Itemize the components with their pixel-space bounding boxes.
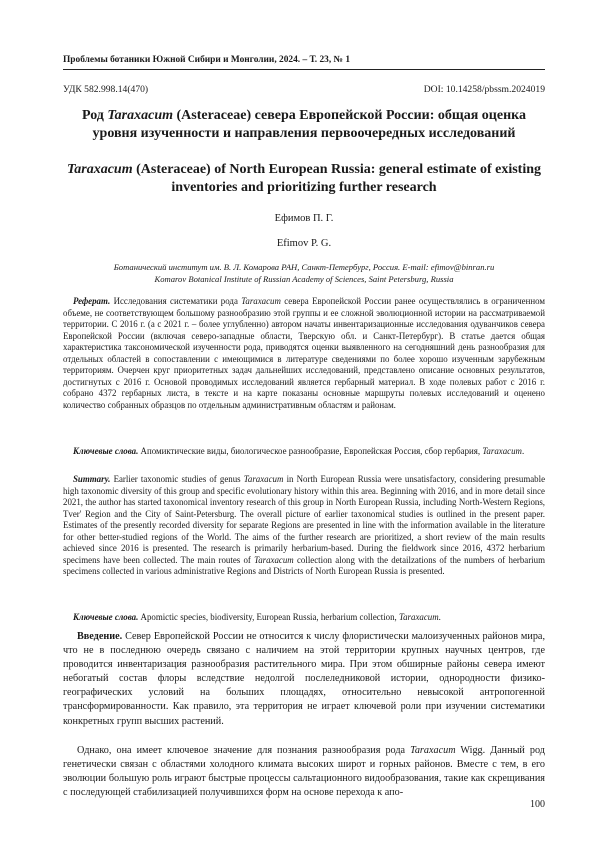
abstract-ru-text-2: севера Европейской России ранее осуществлялись в ограниченном объеме, не соответствующем большому разнообразию этой группы и ее сложной эволюционной истории на рассматриваемой территории. С 2016 г. (а с 2021 г. – более углубленно) автором начаты инвентаризационные исследования одуванчиков севера Европейской России (включая северо-западные области, Тверскую обл. и Санкт-Петербург). В статье дается общая характеристика таксономической изученности рода, приводятся оценки выявленного на сегодняшний день разнообразия для отдельных областей в сопоставлении с имеющимися в литературе сведениями по более хорошо изученным зарубежным территориям. Очерчен круг приоритетных задач дальнейших исследований, представлено описание основных результатов, достигнутых с 2016 г. Основой проводимых исследований является гербарный материал. В ходе полевых работ с 2016 г. собрано 4372 гербарных листа, в тексте и на карте показаны основные маршруты полевых исследований и оценено количество собранных образцов по отдельным административным областям и районам. xyxy=(63,296,545,410)
abstract-en-genus-2: Taraxacum xyxy=(254,554,294,565)
keywords-english xyxy=(63,612,545,624)
title-en-post: (Asteraceae) of North European Russia: general estimate of existing inventories and prioritizing further research xyxy=(132,162,541,195)
abstract-en-genus-1: Taraxacum xyxy=(243,474,284,484)
abstract-ru-label: Реферат. xyxy=(73,296,111,306)
abstract-ru-genus: Taraxacum xyxy=(241,296,281,306)
abstract-en-text-1: Earlier taxonomic studies of genus xyxy=(110,474,244,484)
intro-text-2a: Однако, она имеет ключевое значение для познания разнообразия рода xyxy=(77,745,411,756)
article-meta xyxy=(63,84,545,96)
abstract-english xyxy=(63,474,545,578)
keywords-ru-text-2: . xyxy=(521,446,525,456)
keywords-russian xyxy=(63,446,545,458)
keywords-ru-genus: Taraxacum xyxy=(482,446,522,456)
keywords-ru-label: Ключевые слова. xyxy=(73,446,139,456)
header-divider xyxy=(63,69,545,70)
abstract-ru-text-1: Исследования систематики рода xyxy=(110,296,242,306)
title-ru-post: (Asteraceae) севера Европейской России: общая оценка уровня изученности и направления первоочередных исследований xyxy=(92,108,526,141)
intro-paragraph-2 xyxy=(63,744,545,800)
title-russian xyxy=(63,107,545,143)
author-english: Efimov P. G. xyxy=(276,238,332,249)
affiliation-english: Komarov Botanical Institute of Russian Academy of Sciences, Saint Petersburg, Russia xyxy=(154,274,454,284)
doi[interactable]: DOI: 10.14258/pbssm.2024019 xyxy=(423,84,545,95)
author-russian: Ефимов П. Г. xyxy=(274,213,334,224)
title-en-genus: Taraxacum xyxy=(67,162,133,177)
page-number: 100 xyxy=(530,799,545,810)
affiliation xyxy=(63,261,545,285)
abstract-russian xyxy=(63,296,545,411)
udc-code: УДК 582.998.14(470) xyxy=(63,84,149,95)
abstract-en-text-3: collection along with the detailzations of the numbers of herbarium specimens collected in various administrative Regions and Districts of North European Russia is presented. xyxy=(63,554,545,576)
title-ru-genus: Taraxacum xyxy=(107,108,173,123)
abstract-en-label: Summary. xyxy=(73,474,111,484)
title-english xyxy=(63,161,545,197)
intro-text-1: Север Европейской России не относится к числу флористически малоизученных районов мира, что не в последнюю очередь связано с наличием на этой территории крупных научных центров, где проводится инвентаризация разнообразия растительного мира. При этом обширные районы севера имеют небогатый состав флоры вследствие недолгой послеледниковой истории, однородности физико-географических условий на больших площадях, относительно невысокой антропогенной трансформированности. Как правило, эта территория не играет ключевой роли при изучении систематики конкретных групп высших растений. xyxy=(63,631,545,727)
intro-label: Введение. xyxy=(77,631,123,642)
abstract-en-text-2: in North European Russia were unsatisfactory, considering presumable high taxonomic diversity of this group and specific evolutionary history within this area. Beginning with 2016, and in more detail since 2021, the author has started taxonomical inventory research of this group in North European Russia, including North-Western Regions, Tver' Region and the City of Saint-Petersburg. The overall picture of earlier taxonomical studies is outlined in the present paper. Estimates of the presently recorded diversity for separate Regions are presented in line with the information available in the literature for other better-studied regions of the World. The aims of the further research are prioritized, a short review of the main results achieved since 2016 is presented. The research is primarily herbarium-based. During the fieldwork since 2016, 4372 herbarium specimens have been collected. The main routes of xyxy=(63,474,546,565)
intro-genus: Taraxacum xyxy=(410,745,456,756)
affiliation-russian: Ботанический институт им. В. Л. Комарова РАН, Санкт-Петербург, Россия. E-mail: efimov@binran.ru xyxy=(113,262,495,272)
keywords-en-text-2: . xyxy=(438,612,441,622)
keywords-ru-text-1: Апомиктические виды, биологическое разнообразие, Европейская Россия, сбор гербария, xyxy=(138,446,483,456)
keywords-en-label: Ключевые слова. xyxy=(73,612,139,622)
intro-text-2b: Wigg. Данный род генетически связан с областями холодного климата высоких широт и горных районов. Вместе с тем, в его эволюции большую роль играют быстрые процессы сальтационного видообразования, такие как скрещивания с последующей стабилизацией получившихся форм на основе перехода к апо- xyxy=(63,745,545,799)
intro-paragraph-1 xyxy=(63,630,545,729)
title-ru-pre: Род xyxy=(82,108,108,123)
keywords-en-text-1: Apomictic species, biodiversity, European Russia, herbarium collection, xyxy=(138,612,399,622)
journal-header: Проблемы ботаники Южной Сибири и Монголии, 2024. – Т. 23, № 1 xyxy=(63,55,351,65)
keywords-en-genus: Taraxacum xyxy=(399,612,439,622)
